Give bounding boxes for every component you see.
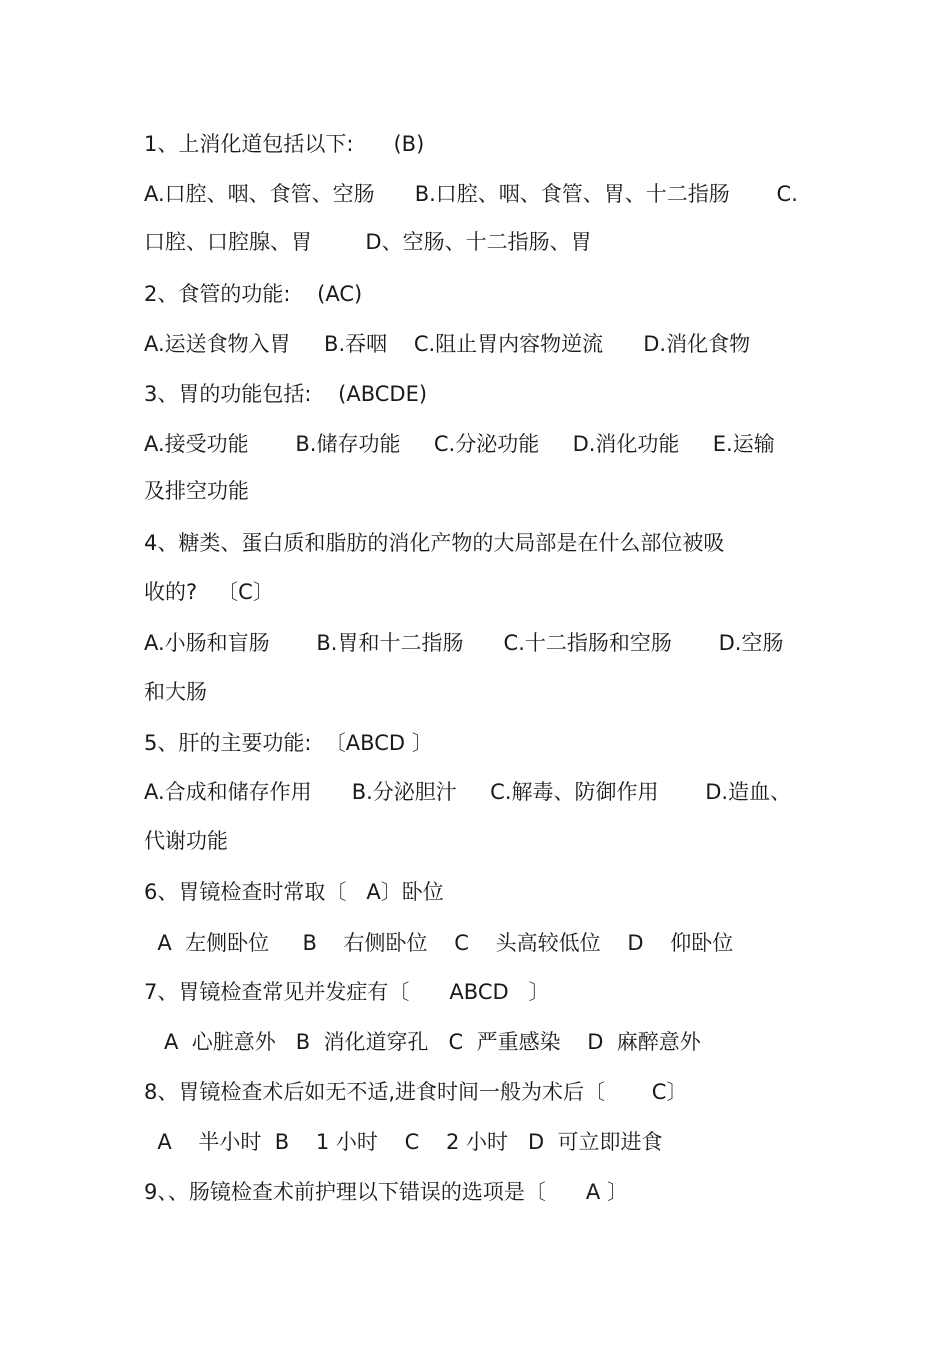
question-4-stem: 4、糖类、蛋白质和脂肪的消化产物的大局部是在什么部位被吸	[144, 531, 725, 555]
question-2-options: A.运送食物入胃 B.吞咽 C.阻止胃内容物逆流 D.消化食物	[144, 332, 751, 356]
question-3-options-cont: 及排空功能	[144, 479, 249, 503]
question-1-stem: 1、上消化道包括以下: (B)	[144, 132, 425, 156]
question-8-stem: 8、胃镜检查术后如无不适,进食时间一般为术后〔 C〕	[144, 1080, 688, 1104]
question-7-stem: 7、胃镜检查常见并发症有〔 ABCD 〕	[144, 980, 550, 1004]
question-4-options: A.小肠和盲肠 B.胃和十二指肠 C.十二指肠和空肠 D.空肠	[144, 631, 784, 655]
question-5-options-cont: 代谢功能	[144, 829, 228, 853]
question-4-options-cont: 和大肠	[144, 680, 207, 704]
question-5-options: A.合成和储存作用 B.分泌胆汁 C.解毒、防御作用 D.造血、	[144, 780, 792, 804]
question-8-options: A 半小时 B 1 小时 C 2 小时 D 可立即进食	[144, 1130, 663, 1154]
question-1-options-cont: 口腔、口腔腺、胃 D、空肠、十二指肠、胃	[144, 230, 592, 254]
question-9-stem: 9、、肠镜检查术前护理以下错误的选项是〔 A 〕	[144, 1180, 628, 1204]
question-3-stem: 3、胃的功能包括: (ABCDE)	[144, 382, 428, 406]
question-2-stem: 2、食管的功能: (AC)	[144, 282, 363, 306]
question-7-options: A 心脏意外 B 消化道穿孔 C 严重感染 D 麻醉意外	[144, 1030, 701, 1054]
question-6-stem: 6、胃镜检查时常取〔 A〕卧位	[144, 880, 444, 904]
question-1-options: A.口腔、咽、食管、空肠 B.口腔、咽、食管、胃、十二指肠 C.	[144, 182, 798, 206]
question-6-options: A 左侧卧位 B 右侧卧位 C 头高较低位 D 仰卧位	[144, 931, 734, 955]
question-5-stem: 5、肝的主要功能: 〔ABCD 〕	[144, 731, 433, 755]
question-4-stem-cont: 收的? 〔C〕	[144, 580, 274, 604]
question-3-options: A.接受功能 B.储存功能 C.分泌功能 D.消化功能 E.运输	[144, 432, 775, 456]
